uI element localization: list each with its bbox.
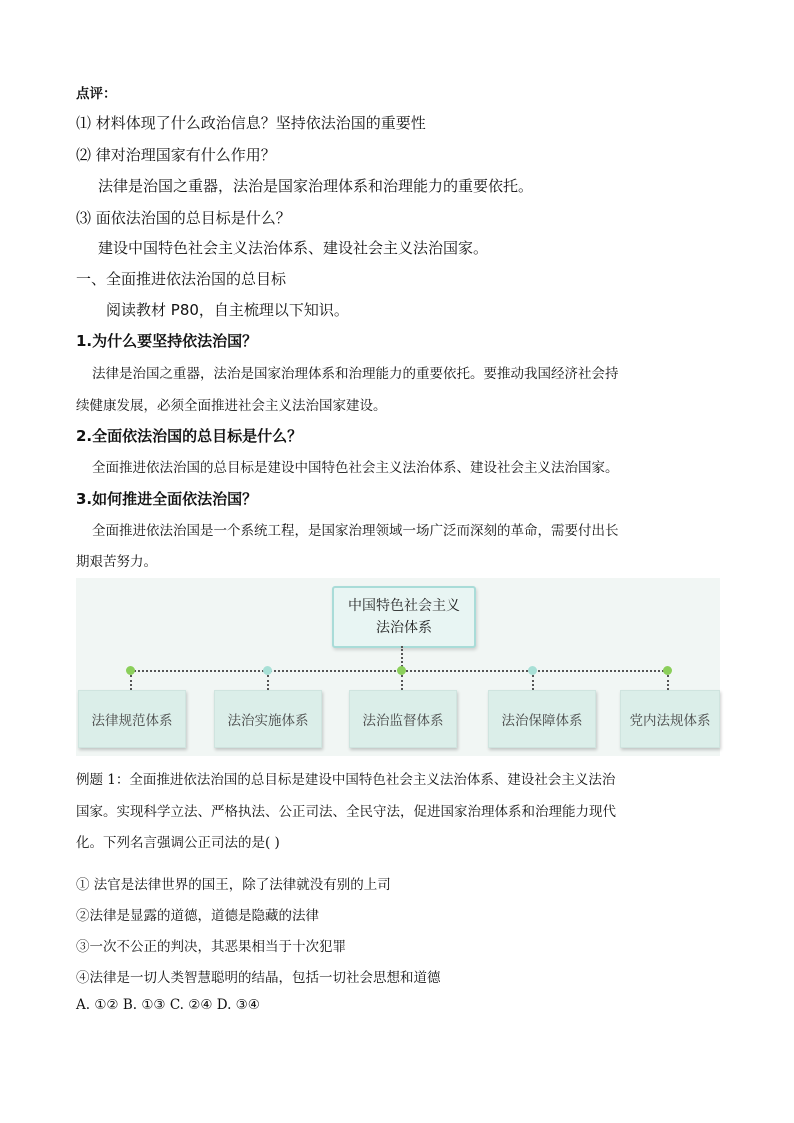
diagram-connector-3 xyxy=(401,675,403,690)
question-3-line-2: 期艰苦努力。 xyxy=(76,554,157,570)
question-2-line-1: 全面推进依法治国的总目标是建设中国特色社会主义法治体系、建设社会主义法治国家。 xyxy=(92,460,619,476)
question-1-title: 1.为什么要坚持依法治国？ xyxy=(76,332,258,350)
diagram-node-supervision: 法治监督体系 xyxy=(349,690,457,748)
question-3-line-1: 全面推进依法治国是一个系统工程，是国家治理领域一场广泛而深刻的革命，需要付出长 xyxy=(92,523,619,539)
diagram-connector-2 xyxy=(267,675,269,690)
diagram-dot-5 xyxy=(663,666,672,675)
section-title: 一、全面推进依法治国的总目标 xyxy=(76,270,287,288)
diagram-node-guarantee: 法治保障体系 xyxy=(488,690,596,748)
example-option-2: ②法律是显露的道德，道德是隐藏的法律 xyxy=(76,908,319,924)
question-2-title: 2.全面依法治国的总目标是什么？ xyxy=(76,427,303,445)
diagram-root-line-1: 中国特色社会主义 xyxy=(348,598,460,614)
diagram-dot-4 xyxy=(528,666,537,675)
example-option-4: ④法律是一切人类智慧聪明的结晶，包括一切社会思想和道德 xyxy=(76,970,441,986)
legal-system-diagram xyxy=(76,578,720,756)
diagram-root-line-2: 法治体系 xyxy=(376,620,432,636)
diagram-node-legal-norms: 法律规范体系 xyxy=(78,690,186,748)
comment-answer-3: 建设中国特色社会主义法治体系、建设社会主义法治国家。 xyxy=(98,239,489,257)
comment-question-3: ⑶ 面依法治国的总目标是什么？ xyxy=(76,209,291,227)
diagram-root-node xyxy=(332,586,476,648)
example-option-3: ③一次不公正的判决，其恶果相当于十次犯罪 xyxy=(76,939,346,955)
example-line-1: 例题 1：全面推进依法治国的总目标是建设中国特色社会主义法治体系、建设社会主义法治 xyxy=(76,772,616,788)
comment-answer-2: 法律是治国之重器，法治是国家治理体系和治理能力的重要依托。 xyxy=(98,177,534,195)
question-3-title: 3.如何推进全面依法治国？ xyxy=(76,490,258,508)
diagram-dot-3 xyxy=(397,666,406,675)
diagram-node-party-regulations: 党内法规体系 xyxy=(620,690,720,748)
diagram-connector-1 xyxy=(130,675,132,690)
diagram-connector-4 xyxy=(532,675,534,690)
diagram-connector-5 xyxy=(667,675,669,690)
comment-question-2: ⑵ 律对治理国家有什么作用？ xyxy=(76,146,276,164)
question-1-line-1: 法律是治国之重器，法治是国家治理体系和治理能力的重要依托。要推动我国经济社会持 xyxy=(92,366,619,382)
example-line-3: 化。下列名言强调公正司法的是( ) xyxy=(76,835,280,851)
section-instruction: 阅读教材 P80，自主梳理以下知识。 xyxy=(106,301,349,319)
diagram-node-implementation: 法治实施体系 xyxy=(214,690,322,748)
comment-question-1: ⑴ 材料体现了什么政治信息？坚持依法治国的重要性 xyxy=(76,114,426,132)
question-1-line-2: 续健康发展，必须全面推进社会主义法治国家建设。 xyxy=(76,398,387,414)
example-answer-choices: A. ①② B. ①③ C. ②④ D. ③④ xyxy=(76,997,260,1013)
example-line-2: 国家。实现科学立法、严格执法、公正司法、全民守法，促进国家治理体系和治理能力现代 xyxy=(76,804,616,820)
example-option-1: ① 法官是法律世界的国王，除了法律就没有别的上司 xyxy=(76,877,391,893)
diagram-dot-2 xyxy=(263,666,272,675)
comment-heading: 点评： xyxy=(76,86,117,102)
diagram-dot-1 xyxy=(126,666,135,675)
